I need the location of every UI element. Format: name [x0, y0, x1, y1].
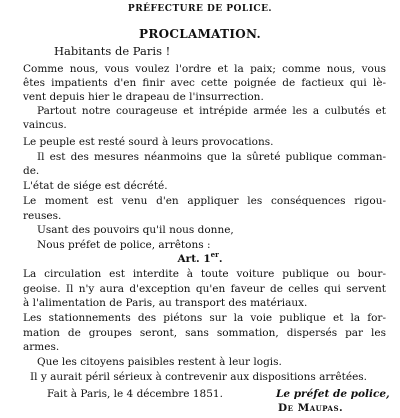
article-number: Art. 1 — [177, 253, 211, 265]
body-line: Le peuple est resté sourd à leurs provocations. — [23, 136, 274, 148]
body-line: Il est des mesures néanmoins que la sûreté publique comman- — [37, 151, 386, 163]
body-line: Partout notre courageuse et intrépide armée les a culbutés et — [37, 105, 386, 117]
article-line: Les stationnements des piétons sur la voie publique et la for- — [23, 312, 386, 324]
prefecture-heading: PRÉFECTURE DE POLICE. — [127, 4, 273, 14]
body-line: Nous préfet de police, arrêtons : — [37, 239, 211, 251]
article-line: Que les citoyens paisibles restent à leur logis. — [37, 356, 282, 368]
signature-name: De Maupas. — [278, 402, 344, 414]
body-line: Le moment est venu d'en appliquer les conséquences rigou- — [23, 195, 386, 207]
article-line: mation de groupes seront, sans sommation, dispersés par les — [23, 327, 386, 339]
signature-title: Le préfet de police, — [276, 388, 390, 400]
body-line: vaincus. — [23, 119, 67, 131]
body-line: Usant des pouvoirs qu'il nous donne, — [37, 224, 234, 236]
article-dot: . — [218, 253, 223, 265]
article-line: armes. — [23, 341, 60, 353]
article-line: Il y aurait péril sérieux à contrevenir aux dispositions arrêtées. — [30, 371, 368, 383]
body-line: L'état de siége est décrété. — [23, 180, 168, 192]
article-ordinal: er — [210, 250, 219, 259]
body-line: êtes impatients d'en finir avec cette poignée de factieux qui lè- — [23, 77, 386, 89]
proclamation-title: PROCLAMATION. — [139, 27, 261, 41]
article-line: La circulation est interdite à toute voiture publique ou bour- — [23, 268, 386, 280]
body-line: de. — [23, 165, 40, 177]
body-line: Comme nous, vous voulez l'ordre et la paix; comme nous, vous — [23, 63, 386, 75]
article-heading — [0, 250, 400, 266]
body-line: vent depuis hier le drapeau de l'insurrection. — [23, 91, 264, 103]
place-date: Fait à Paris, le 4 décembre 1851. — [47, 388, 223, 400]
greeting-line: Habitants de Paris ! — [54, 44, 171, 58]
article-line: geoise. Il n'y aura d'exception qu'en faveur de celles qui servent — [23, 283, 386, 295]
body-line: reuses. — [23, 210, 62, 222]
article-line: à l'alimentation de Paris, au transport des matériaux. — [23, 297, 308, 309]
